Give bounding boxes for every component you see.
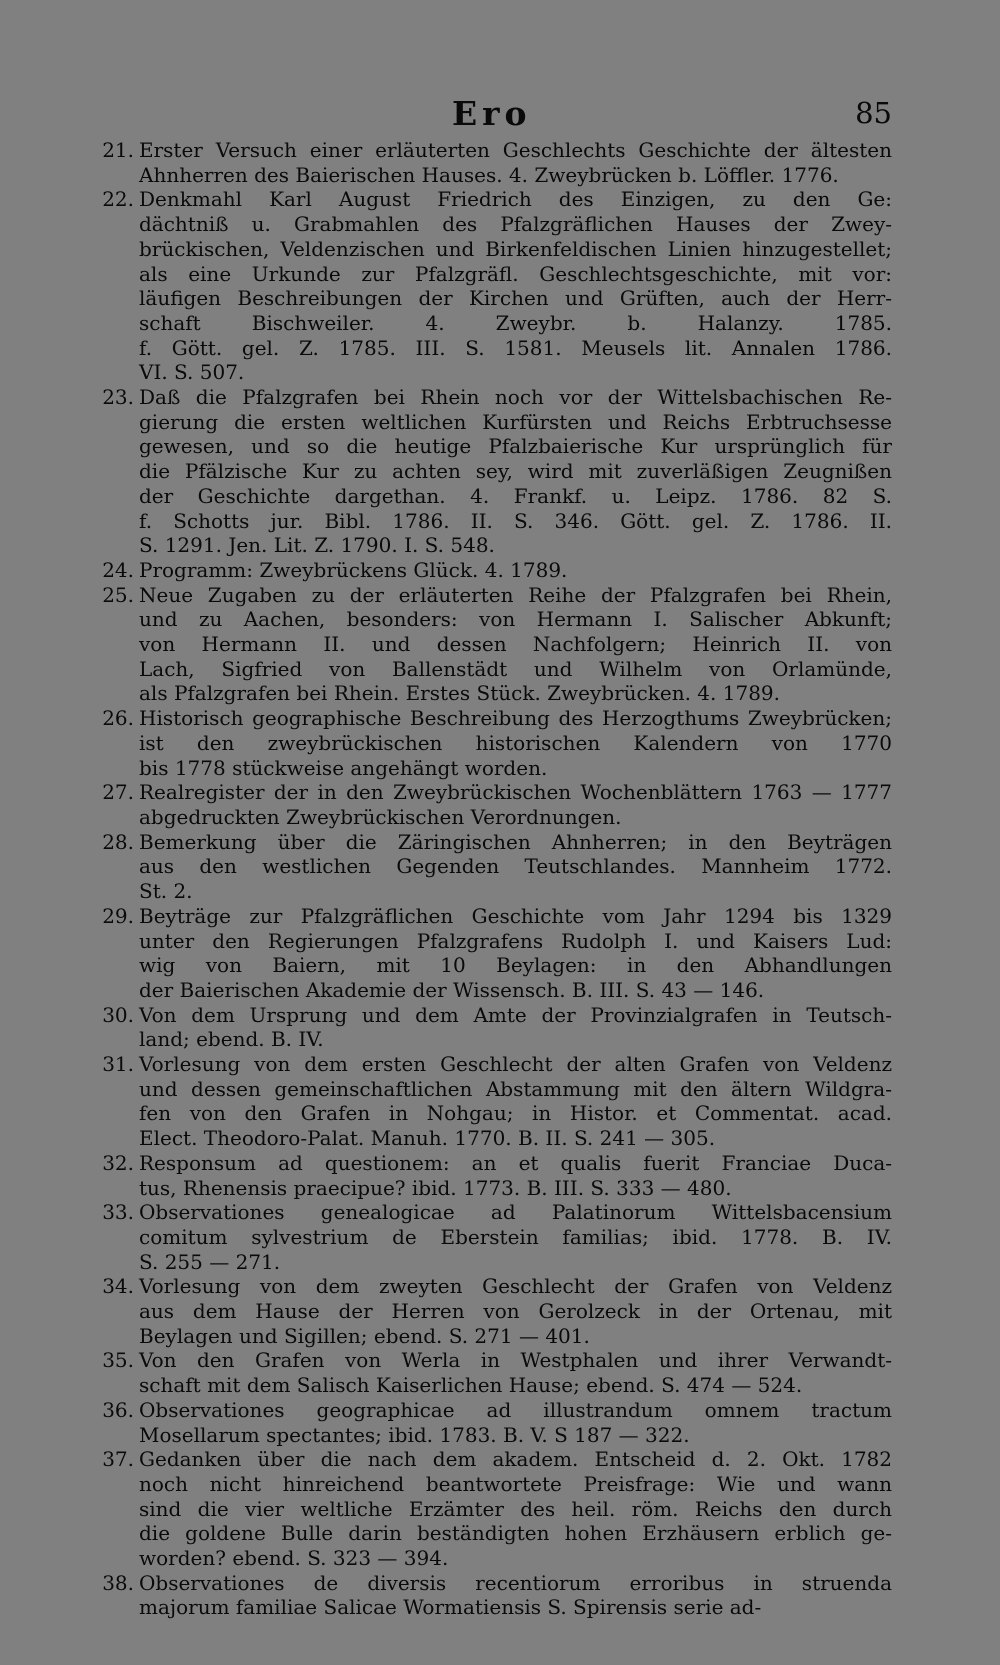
- entry-text-line: comitum sylvestrium de Eberstein familias; ibid. 1778. B. IV.: [139, 1224, 892, 1249]
- bibliography-entry: [92, 187, 892, 385]
- entry-text-line: Programm: Zweybrückens Glück. 4. 1789.: [139, 557, 568, 582]
- bibliography-entry: [92, 904, 892, 1003]
- entry-text-line: ist den zweybrückischen historischen Kalendern von 1770: [139, 730, 892, 755]
- entry-text-line: St. 2.: [139, 879, 193, 904]
- bibliography-entry: [92, 1052, 892, 1151]
- entry-number: 34.: [102, 1274, 134, 1299]
- entry-number: 31.: [102, 1052, 134, 1077]
- entry-number: 25.: [102, 582, 134, 607]
- entry-text-line: f. Schotts jur. Bibl. 1786. II. S. 346. Gött. gel. Z. 1786. II.: [139, 508, 892, 533]
- entry-text-line: Vorlesung von dem ersten Geschlecht der alten Grafen von Veldenz: [139, 1052, 892, 1077]
- entry-number: 26.: [102, 706, 134, 731]
- entry-text-line: dächtniß u. Grabmahlen des Pfalzgräflichen Hauses der Zwey-: [139, 212, 892, 237]
- entry-number: 24.: [102, 557, 134, 582]
- entry-number: 38.: [102, 1570, 134, 1595]
- entry-text-line: land; ebend. B. IV.: [139, 1027, 324, 1052]
- entry-text-line: wig von Baiern, mit 10 Beylagen: in den Abhandlungen: [139, 953, 892, 978]
- entry-text-line: die goldene Bulle darin beständigten hohen Erzhäusern erblich ge-: [139, 1521, 892, 1546]
- entry-text-line: aus dem Hause der Herren von Gerolzeck in der Ortenau, mit: [139, 1299, 892, 1324]
- entry-text-line: abgedruckten Zweybrückischen Verordnungen.: [139, 804, 622, 829]
- entry-text-line: worden? ebend. S. 323 — 394.: [139, 1546, 449, 1571]
- entry-number: 29.: [102, 903, 134, 928]
- entry-number: 23.: [102, 385, 134, 410]
- entry-text-line: Denkmahl Karl August Friedrich des Einzigen, zu den Ge:: [139, 187, 892, 212]
- entry-text-line: Neue Zugaben zu der erläuterten Reihe der Pfalzgrafen bei Rhein,: [139, 582, 892, 607]
- entry-text-line: Realregister der in den Zweybrückischen Wochenblättern 1763 — 1777: [139, 780, 892, 805]
- entry-text-line: Von den Grafen von Werla in Westphalen und ihrer Verwandt-: [139, 1348, 892, 1373]
- bibliography-entry: [92, 1151, 892, 1200]
- entry-text-line: Lach, Sigfried von Ballenstädt und Wilhelm von Orlamünde,: [139, 656, 892, 681]
- entry-number: 22.: [102, 187, 134, 212]
- bibliography-entry: [92, 1274, 892, 1348]
- entry-text-line: als Pfalzgrafen bei Rhein. Erstes Stück. Zweybrücken. 4. 1789.: [139, 681, 780, 706]
- entry-text-line: gierung die ersten weltlichen Kurfürsten und Reichs Erbtruchsesse: [139, 409, 892, 434]
- entry-text-line: Beylagen und Sigillen; ebend. S. 271 — 401.: [139, 1323, 590, 1348]
- entry-text-line: und zu Aachen, besonders: von Hermann I. Salischer Abkunft;: [139, 607, 892, 632]
- entry-text-line: fen von den Grafen in Nohgau; in Histor. et Commentat. acad.: [139, 1101, 892, 1126]
- entry-text-line: brückischen, Veldenzischen und Birkenfeldischen Linien hinzugestellet;: [139, 236, 892, 261]
- bibliography-entry: [92, 1200, 892, 1274]
- entry-text-line: Elect. Theodoro-Palat. Manuh. 1770. B. II. S. 241 — 305.: [139, 1126, 716, 1151]
- bibliography-entry: [92, 558, 892, 583]
- entry-text-line: Ahnherren des Baierischen Hauses. 4. Zweybrücken b. Löffler. 1776.: [139, 162, 839, 187]
- entry-number: 28.: [102, 829, 134, 854]
- entry-text-line: Gedanken über die nach dem akadem. Entscheid d. 2. Okt. 1782: [139, 1447, 892, 1472]
- entry-text-line: und dessen gemeinschaftlichen Abstammung mit den ältern Wildgra-: [139, 1076, 892, 1101]
- entry-number: 37.: [102, 1447, 134, 1472]
- bibliography-entry: [92, 706, 892, 780]
- entry-text-line: unter den Regierungen Pfalzgrafens Rudolph I. und Kaisers Lud:: [139, 928, 892, 953]
- entry-text-line: Observationes genealogicae ad Palatinorum Wittelsbacensium: [139, 1200, 892, 1225]
- bibliography-list: [92, 138, 892, 1620]
- entry-text-line: Daß die Pfalzgrafen bei Rhein noch vor der Wittelsbachischen Re-: [139, 385, 892, 410]
- entry-number: 33.: [102, 1200, 134, 1225]
- entry-text-line: schaft Bischweiler. 4. Zweybr. b. Halanzy. 1785.: [139, 310, 892, 335]
- entry-text-line: S. 1291. Jen. Lit. Z. 1790. I. S. 548.: [139, 533, 495, 558]
- entry-text-line: als eine Urkunde zur Pfalzgräfl. Geschlechtsgeschichte, mit vor:: [139, 261, 892, 286]
- bibliography-entry: [92, 385, 892, 558]
- entry-text-line: Observationes de diversis recentiorum erroribus in struenda: [139, 1570, 892, 1595]
- entry-text-line: Observationes geographicae ad illustrandum omnem tractum: [139, 1397, 892, 1422]
- entry-text-line: gewesen, und so die heutige Pfalzbaierische Kur ursprünglich für: [139, 434, 892, 459]
- entry-text-line: Mosellarum spectantes; ibid. 1783. B. V. S 187 — 322.: [139, 1422, 690, 1447]
- entry-number: 30.: [102, 1002, 134, 1027]
- bibliography-entry: [92, 1447, 892, 1571]
- page-header: [0, 94, 1000, 138]
- entry-number: 35.: [102, 1348, 134, 1373]
- entry-text-line: läufigen Beschreibungen der Kirchen und Grüften, auch der Herr-: [139, 286, 892, 311]
- bibliography-entry: [92, 583, 892, 707]
- entry-text-line: S. 255 — 271.: [139, 1249, 281, 1274]
- bibliography-entry: [92, 138, 892, 187]
- entry-text-line: der Baierischen Akademie der Wissensch. B. III. S. 43 — 146.: [139, 977, 765, 1002]
- entry-text-line: Beyträge zur Pfalzgräflichen Geschichte vom Jahr 1294 bis 1329: [139, 903, 892, 928]
- entry-number: 27.: [102, 780, 134, 805]
- bibliography-entry: [92, 1571, 892, 1620]
- page-number: 85: [855, 96, 892, 130]
- entry-text-line: Von dem Ursprung und dem Amte der Provinzialgrafen in Teutsch-: [139, 1002, 892, 1027]
- entry-text-line: aus den westlichen Gegenden Teutschlandes. Mannheim 1772.: [139, 854, 892, 879]
- entry-text-line: Responsum ad questionem: an et qualis fuerit Franciae Duca-: [139, 1150, 892, 1175]
- bibliography-entry: [92, 1003, 892, 1052]
- bibliography-entry: [92, 1398, 892, 1447]
- entry-text-line: Bemerkung über die Zäringischen Ahnherren; in den Beyträgen: [139, 829, 892, 854]
- entry-number: 32.: [102, 1150, 134, 1175]
- entry-text-line: Vorlesung von dem zweyten Geschlecht der Grafen von Veldenz: [139, 1274, 892, 1299]
- bibliography-entry: [92, 780, 892, 829]
- running-head: Ero: [452, 94, 532, 133]
- entry-text-line: sind die vier weltliche Erzämter des heil. röm. Reichs den durch: [139, 1496, 892, 1521]
- entry-text-line: der Geschichte dargethan. 4. Frankf. u. Leipz. 1786. 82 S.: [139, 483, 892, 508]
- entry-text-line: noch nicht hinreichend beantwortete Preisfrage: Wie und wann: [139, 1471, 892, 1496]
- entry-number: 36.: [102, 1397, 134, 1422]
- entry-text-line: Erster Versuch einer erläuterten Geschlechts Geschichte der ältesten: [139, 138, 892, 162]
- entry-text-line: tus, Rhenensis praecipue? ibid. 1773. B. III. S. 333 — 480.: [139, 1175, 732, 1200]
- entry-number: 21.: [102, 138, 134, 162]
- entry-text-line: VI. S. 507.: [139, 360, 245, 385]
- entry-text-line: f. Gött. gel. Z. 1785. III. S. 1581. Meusels lit. Annalen 1786.: [139, 335, 892, 360]
- entry-text-line: majorum familiae Salicae Wormatiensis S. Spirensis serie ad-: [139, 1595, 762, 1620]
- entry-text-line: Historisch geographische Beschreibung des Herzogthums Zweybrücken;: [139, 706, 892, 731]
- bibliography-entry: [92, 1348, 892, 1397]
- entry-text-line: bis 1778 stückweise angehängt worden.: [139, 755, 548, 780]
- entry-text-line: die Pfälzische Kur zu achten sey, wird mit zuverläßigen Zeugnißen: [139, 459, 892, 484]
- bibliography-entry: [92, 830, 892, 904]
- entry-text-line: schaft mit dem Salisch Kaiserlichen Hause; ebend. S. 474 — 524.: [139, 1373, 803, 1398]
- entry-text-line: von Hermann II. und dessen Nachfolgern; Heinrich II. von: [139, 632, 892, 657]
